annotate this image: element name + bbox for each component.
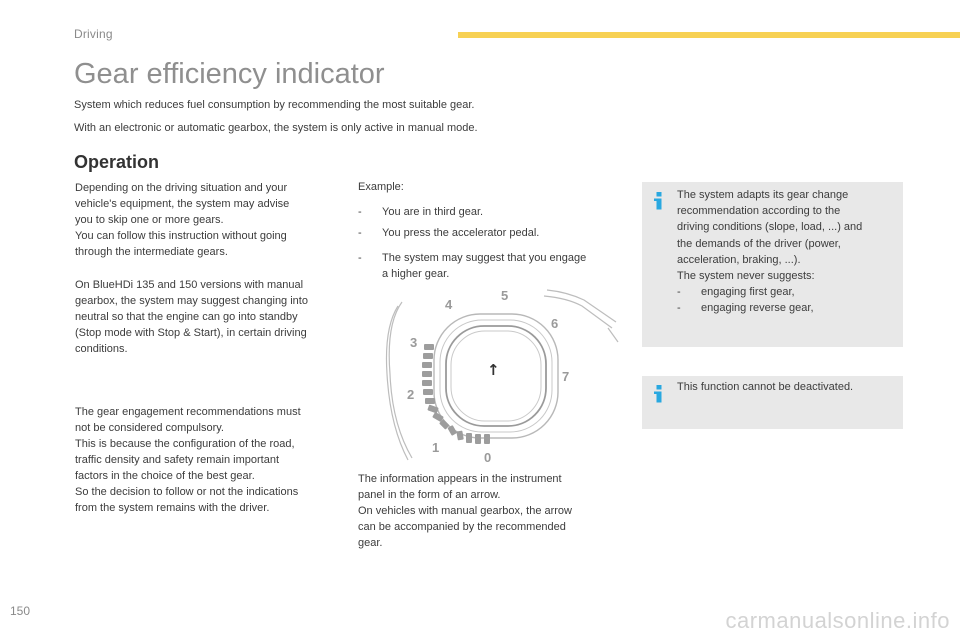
text-line: neutral so that the engine can go into standby <box>75 311 298 323</box>
info-box-cannot-deactivate <box>642 376 903 429</box>
intro-line-2: With an electronic or automatic gearbox, the system is only active in manual mode. <box>74 122 478 134</box>
rpm-segment <box>423 389 433 395</box>
text-line: acceleration, braking, ...). <box>677 253 801 266</box>
operation-paragraph-3 <box>75 404 350 516</box>
text-line: gear. <box>358 537 383 549</box>
text-line: the demands of the driver (power, <box>677 237 841 250</box>
text-line: can be accompanied by the recommended <box>358 521 566 533</box>
dial-number: 2 <box>407 387 415 402</box>
bullet-text: You are in third gear. <box>382 206 484 218</box>
example-bullet-2 <box>358 225 618 241</box>
text-line: The system may suggest that you engage <box>382 252 587 264</box>
operation-paragraph-1 <box>75 180 345 260</box>
text-line: The information appears in the instrument <box>358 473 562 485</box>
bullet-text: engaging reverse gear, <box>701 302 814 315</box>
dial-number: 3 <box>410 335 418 350</box>
dial-number: 6 <box>551 316 559 331</box>
text-line: (Stop mode with Stop & Start), in certain driving <box>75 327 307 339</box>
dial-number: 4 <box>445 297 453 312</box>
example-after-paragraph <box>358 471 618 551</box>
text-line: On BlueHDi 135 and 150 versions with manual <box>75 279 304 291</box>
text-line: not be considered compulsory. <box>75 422 224 434</box>
panel-outline-left-2 <box>386 306 408 460</box>
rpm-segment <box>424 344 434 350</box>
intro-line-1: System which reduces fuel consumption by recommending the most suitable gear. <box>74 99 475 111</box>
example-label: Example: <box>358 181 404 193</box>
operation-paragraph-2 <box>75 277 350 357</box>
dial-number: 7 <box>562 369 570 384</box>
text-line: a higher gear. <box>382 268 450 280</box>
header-accent-bar <box>458 32 960 38</box>
rpm-segment <box>475 434 481 444</box>
rpm-segment <box>422 362 432 368</box>
rpm-segment <box>484 434 490 444</box>
bullet-dash: - <box>677 286 681 299</box>
info-box-text: This function cannot be deactivated. <box>677 381 854 393</box>
text-line: The system adapts its gear change <box>677 189 849 201</box>
info-bullet <box>677 284 897 300</box>
example-bullet-1 <box>358 204 618 220</box>
bullet-text: engaging first gear, <box>701 286 795 299</box>
text-line: Depending on the driving situation and your <box>75 182 288 194</box>
rpm-segment <box>456 431 463 441</box>
text-line: through the intermediate gears. <box>75 246 228 258</box>
text-line: recommendation according to the <box>677 205 841 218</box>
text-line: driving conditions (slope, load, ...) and <box>677 221 863 234</box>
gear-up-arrow-icon: ↑ <box>487 361 500 379</box>
bullet-text: You press the accelerator pedal. <box>382 227 540 239</box>
rpm-segment <box>422 371 432 377</box>
panel-outline-corner <box>608 328 618 342</box>
text-line: This is because the configuration of the road, <box>75 438 295 450</box>
text-line: The gear engagement recommendations must <box>75 406 301 418</box>
text-line: from the system remains with the driver. <box>75 502 270 514</box>
example-bullet-3 <box>358 250 618 282</box>
instrument-panel-illustration <box>372 284 622 468</box>
section-heading-operation: Operation <box>74 152 160 172</box>
info-icon <box>652 385 666 403</box>
text-line: So the decision to follow or not the indications <box>75 486 299 498</box>
rpm-segment <box>425 398 435 404</box>
rpm-segment <box>422 380 432 386</box>
text-line: conditions. <box>75 343 128 355</box>
info-box-gear-recommendation <box>642 182 903 347</box>
text-line: you to skip one or more gears. <box>75 214 224 226</box>
text-line: panel in the form of an arrow. <box>358 489 501 501</box>
bullet-dash: - <box>677 302 681 315</box>
page-title: Gear efficiency indicator <box>74 58 385 90</box>
text-line: gearbox, the system may suggest changing into <box>75 295 308 307</box>
info-bullet <box>677 300 897 316</box>
panel-outline-left <box>389 302 415 458</box>
page-number: 150 <box>10 604 31 618</box>
text-line: On vehicles with manual gearbox, the arrow <box>358 505 572 517</box>
rpm-segment <box>427 404 438 413</box>
text-line: vehicle's equipment, the system may advise <box>75 198 290 210</box>
text-line: traffic density and safety remain important <box>75 454 280 466</box>
text-line: The system never suggests: <box>677 270 815 283</box>
dial-number: 5 <box>501 288 509 303</box>
dial-number: 0 <box>484 450 492 465</box>
dial-number: 1 <box>432 440 440 455</box>
rpm-segment <box>423 353 433 359</box>
bullet-dash: - <box>358 227 362 239</box>
bullet-dash: - <box>358 206 362 218</box>
text-line: You can follow this instruction without going <box>75 230 287 242</box>
info-icon <box>652 192 666 210</box>
bullet-text-block <box>382 250 586 282</box>
watermark: carmanualsonline.info <box>725 608 950 633</box>
section-title: Driving <box>74 27 113 41</box>
bullet-dash: - <box>358 252 362 264</box>
rpm-segment <box>466 433 472 443</box>
info-box-text <box>677 187 897 317</box>
text-line: factors in the choice of the best gear. <box>75 470 255 482</box>
